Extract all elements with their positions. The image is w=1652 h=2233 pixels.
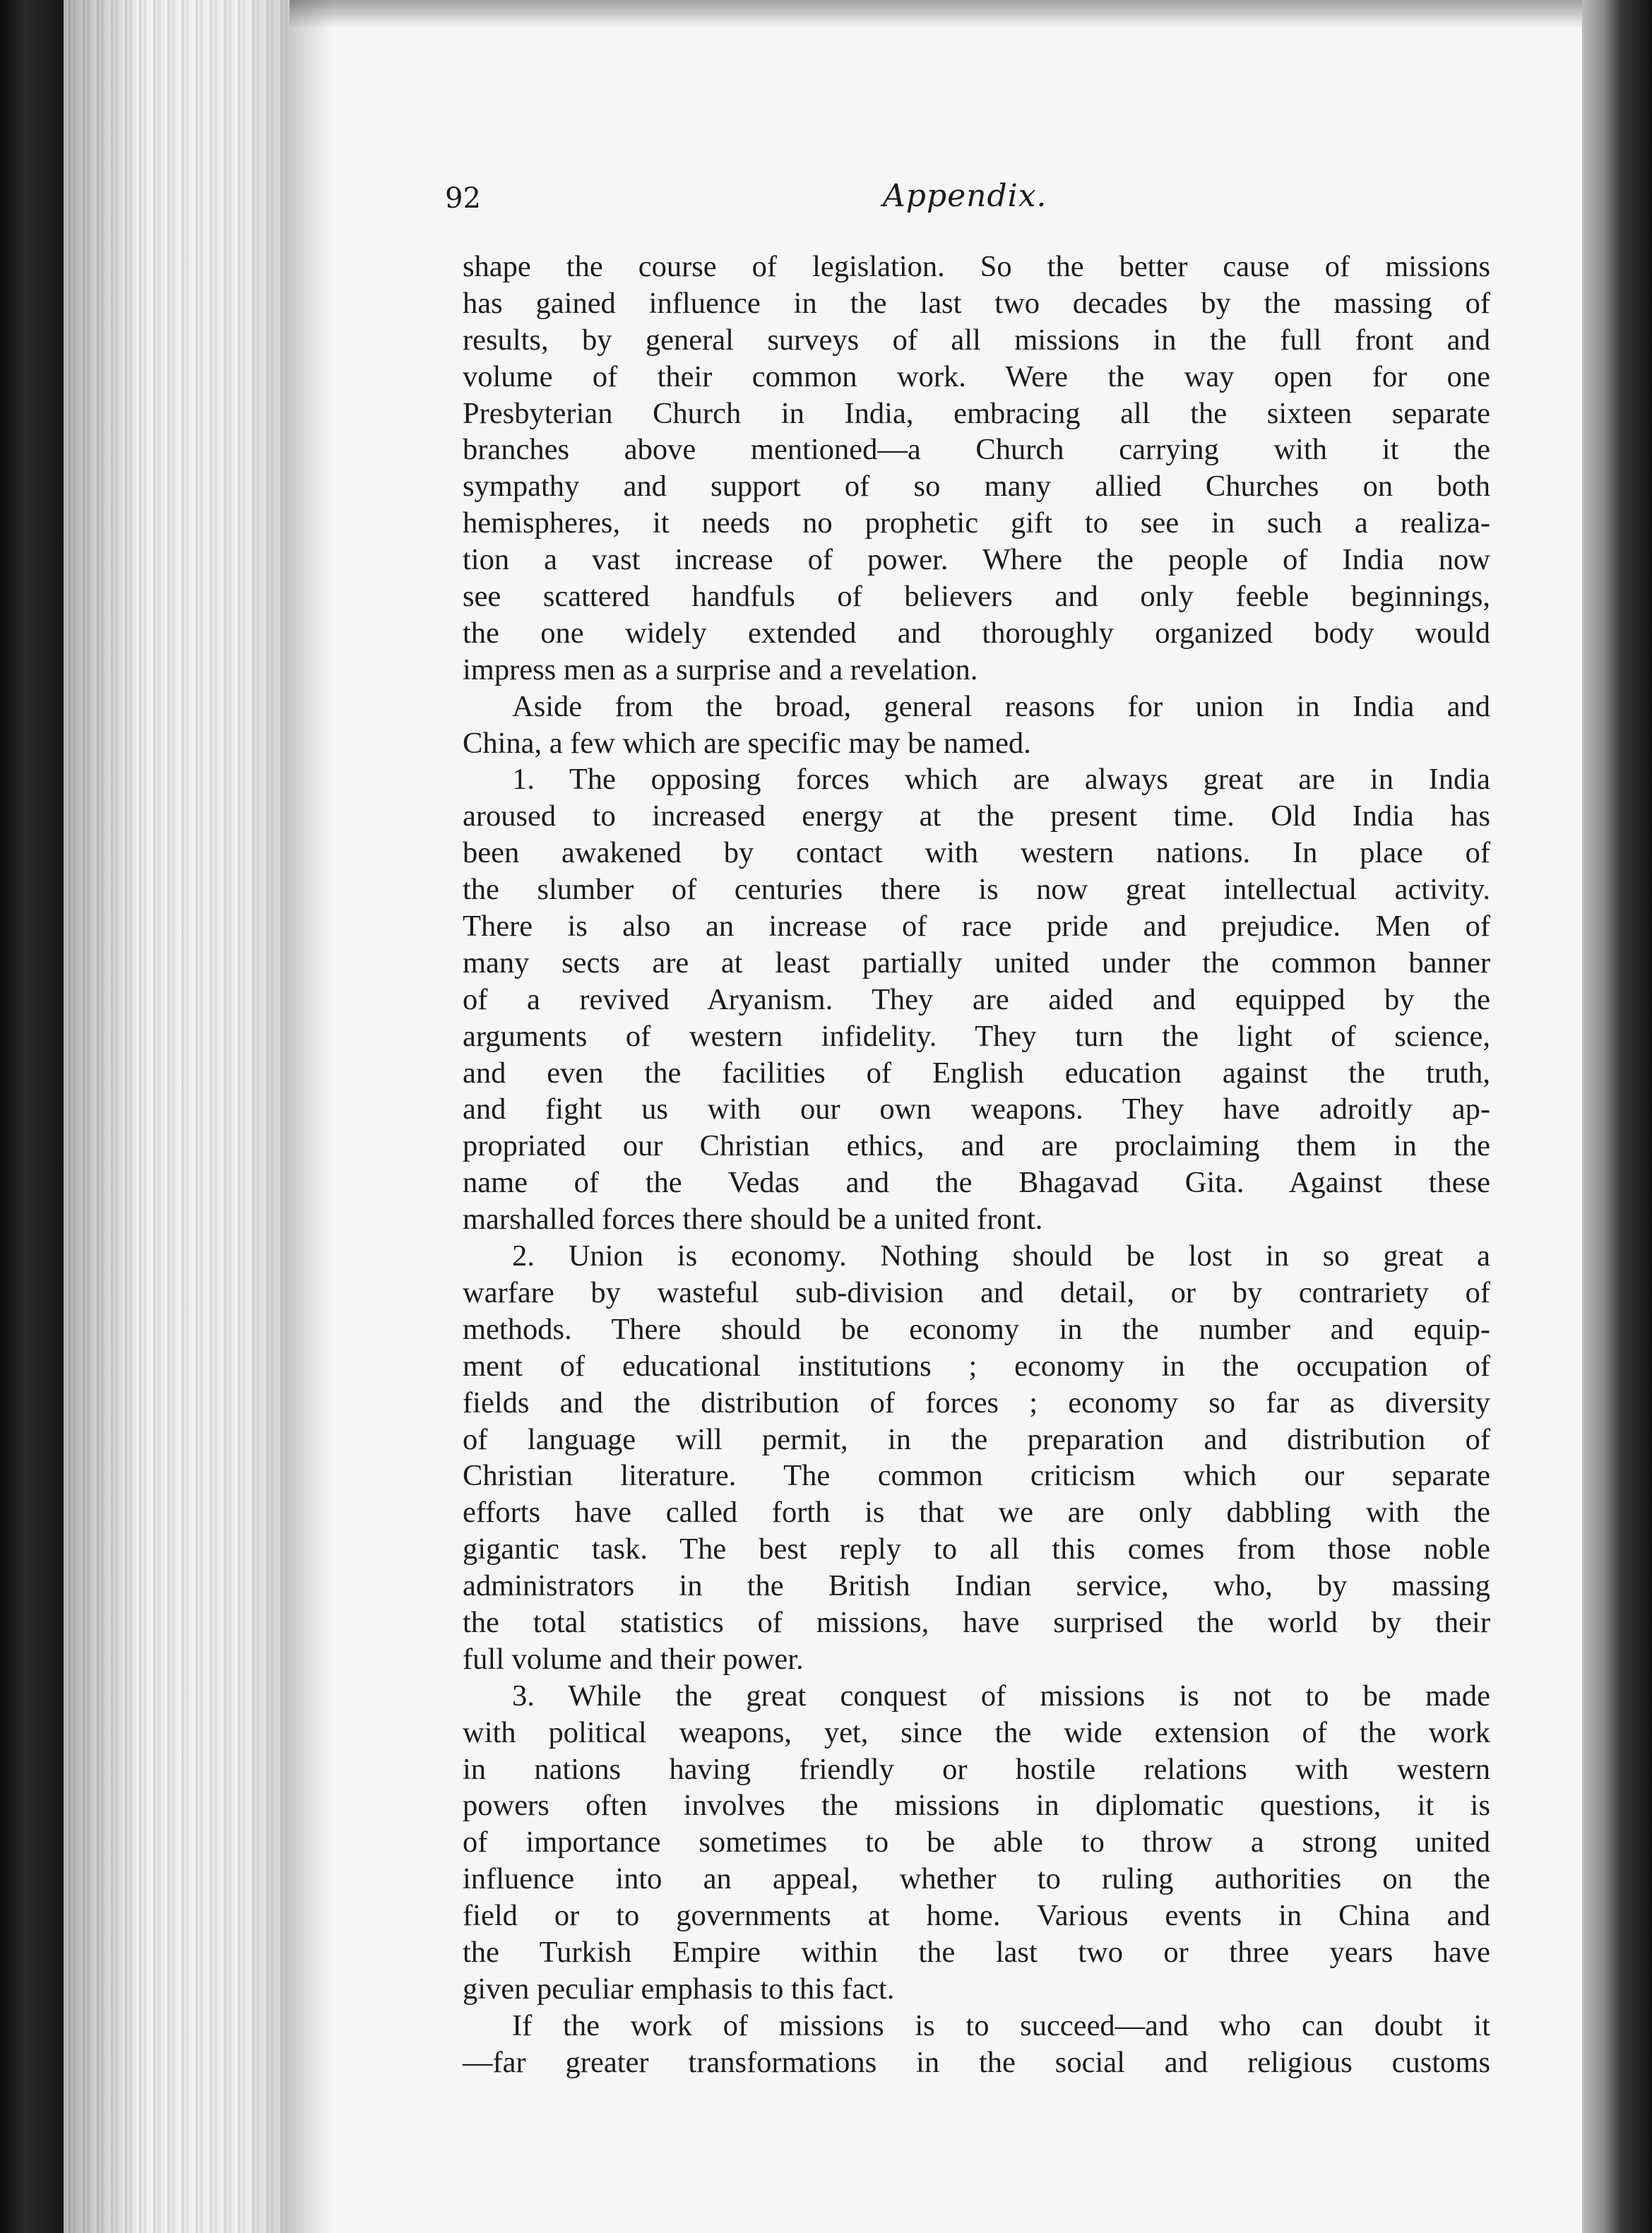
- text-line: of importance sometimes to be able to throw a strong united: [463, 1826, 1490, 1859]
- text-line: volume of their common work. Were the way open for one: [463, 359, 1490, 393]
- text-line: hemispheres, it needs no prophetic gift to see in such a realiza-: [463, 506, 1490, 540]
- text-line: in nations having friendly or hostile relations with western: [463, 1752, 1490, 1786]
- text-line: propriated our Christian ethics, and are proclaiming them in the: [463, 1129, 1490, 1163]
- text-line: of language will permit, in the preparation and distribution of: [463, 1422, 1490, 1456]
- text-line: China, a few which are specific may be named.: [463, 726, 1031, 760]
- text-line: ment of educational institutions ; economy in the occupation of: [463, 1349, 1490, 1383]
- text-line: branches above mentioned—a Church carrying with it the: [463, 433, 1490, 467]
- body-text: [463, 249, 1490, 2081]
- text-line: results, by general surveys of all missions in the full front and: [463, 323, 1490, 357]
- text-line: 3. While the great conquest of missions is not to be made: [512, 1679, 1490, 1713]
- text-line: Presbyterian Church in India, embracing all the sixteen separate: [463, 396, 1490, 430]
- text-line: influence into an appeal, whether to ruling authorities on the: [463, 1862, 1490, 1896]
- text-line: arguments of western infidelity. They turn the light of science,: [463, 1019, 1490, 1053]
- text-line: field or to governments at home. Various events in China and: [463, 1899, 1490, 1933]
- text-line: marshalled forces there should be a united front.: [463, 1203, 1043, 1237]
- page-header: [445, 178, 1490, 234]
- text-line: has gained influence in the last two decades by the massing of: [463, 286, 1490, 320]
- text-line: —far greater transformations in the social and religious customs: [463, 2045, 1490, 2079]
- right-page-edge: [1582, 0, 1652, 2233]
- text-line: warfare by wasteful sub-division and detail, or by contrariety of: [463, 1275, 1490, 1309]
- book-binding: [0, 0, 64, 2233]
- text-line: powers often involves the missions in diplomatic questions, it is: [463, 1789, 1490, 1823]
- text-line: sympathy and support of so many allied Churches on both: [463, 470, 1490, 504]
- text-line: impress men as a surprise and a revelation.: [463, 653, 978, 686]
- text-line: the slumber of centuries there is now great intellectual activity.: [463, 873, 1490, 907]
- text-line: full volume and their power.: [463, 1642, 804, 1676]
- page-edges-shadow: [64, 0, 290, 2233]
- text-line: of a revived Aryanism. They are aided and equipped by the: [463, 982, 1490, 1016]
- text-line: with political weapons, yet, since the wide extension of the work: [463, 1715, 1490, 1749]
- text-line: name of the Vedas and the Bhagavad Gita. Against these: [463, 1166, 1490, 1200]
- text-line: 2. Union is economy. Nothing should be lost in so great a: [512, 1239, 1490, 1273]
- text-line: There is also an increase of race pride and prejudice. Men of: [463, 910, 1490, 943]
- text-line: and fight us with our own weapons. They have adroitly ap-: [463, 1092, 1490, 1126]
- text-line: been awakened by contact with western nations. In place of: [463, 836, 1490, 870]
- text-line: If the work of missions is to succeed—and who can doubt it: [512, 2008, 1490, 2042]
- text-line: see scattered handfuls of believers and only feeble beginnings,: [463, 580, 1490, 614]
- top-shadow: [290, 0, 1582, 28]
- text-line: the one widely extended and thoroughly organized body would: [463, 616, 1490, 650]
- running-head: Appendix.: [883, 178, 1047, 214]
- text-line: Aside from the broad, general reasons for union in India and: [512, 689, 1490, 723]
- text-line: given peculiar emphasis to this fact.: [463, 1972, 895, 2006]
- text-line: many sects are at least partially united under the common banner: [463, 946, 1490, 979]
- text-line: administrators in the British Indian service, who, by massing: [463, 1569, 1490, 1603]
- text-line: Christian literature. The common criticism which our separate: [463, 1459, 1490, 1493]
- text-line: the Turkish Empire within the last two or three years have: [463, 1935, 1490, 1969]
- text-line: shape the course of legislation. So the better cause of missions: [463, 250, 1490, 283]
- page-gutter-shadow: [290, 0, 332, 2233]
- text-line: gigantic task. The best reply to all this comes from those noble: [463, 1532, 1490, 1566]
- page-number: 92: [445, 182, 481, 215]
- text-line: aroused to increased energy at the present time. Old India has: [463, 799, 1490, 833]
- text-line: 1. The opposing forces which are always great are in India: [512, 763, 1490, 797]
- text-line: and even the facilities of English education against the truth,: [463, 1056, 1490, 1090]
- text-line: fields and the distribution of forces ; economy so far as diversity: [463, 1386, 1490, 1419]
- text-line: efforts have called forth is that we are only dabbling with the: [463, 1496, 1490, 1530]
- text-line: methods. There should be economy in the number and equip-: [463, 1312, 1490, 1346]
- text-line: tion a vast increase of power. Where the people of India now: [463, 543, 1490, 577]
- text-line: the total statistics of missions, have surprised the world by their: [463, 1605, 1490, 1639]
